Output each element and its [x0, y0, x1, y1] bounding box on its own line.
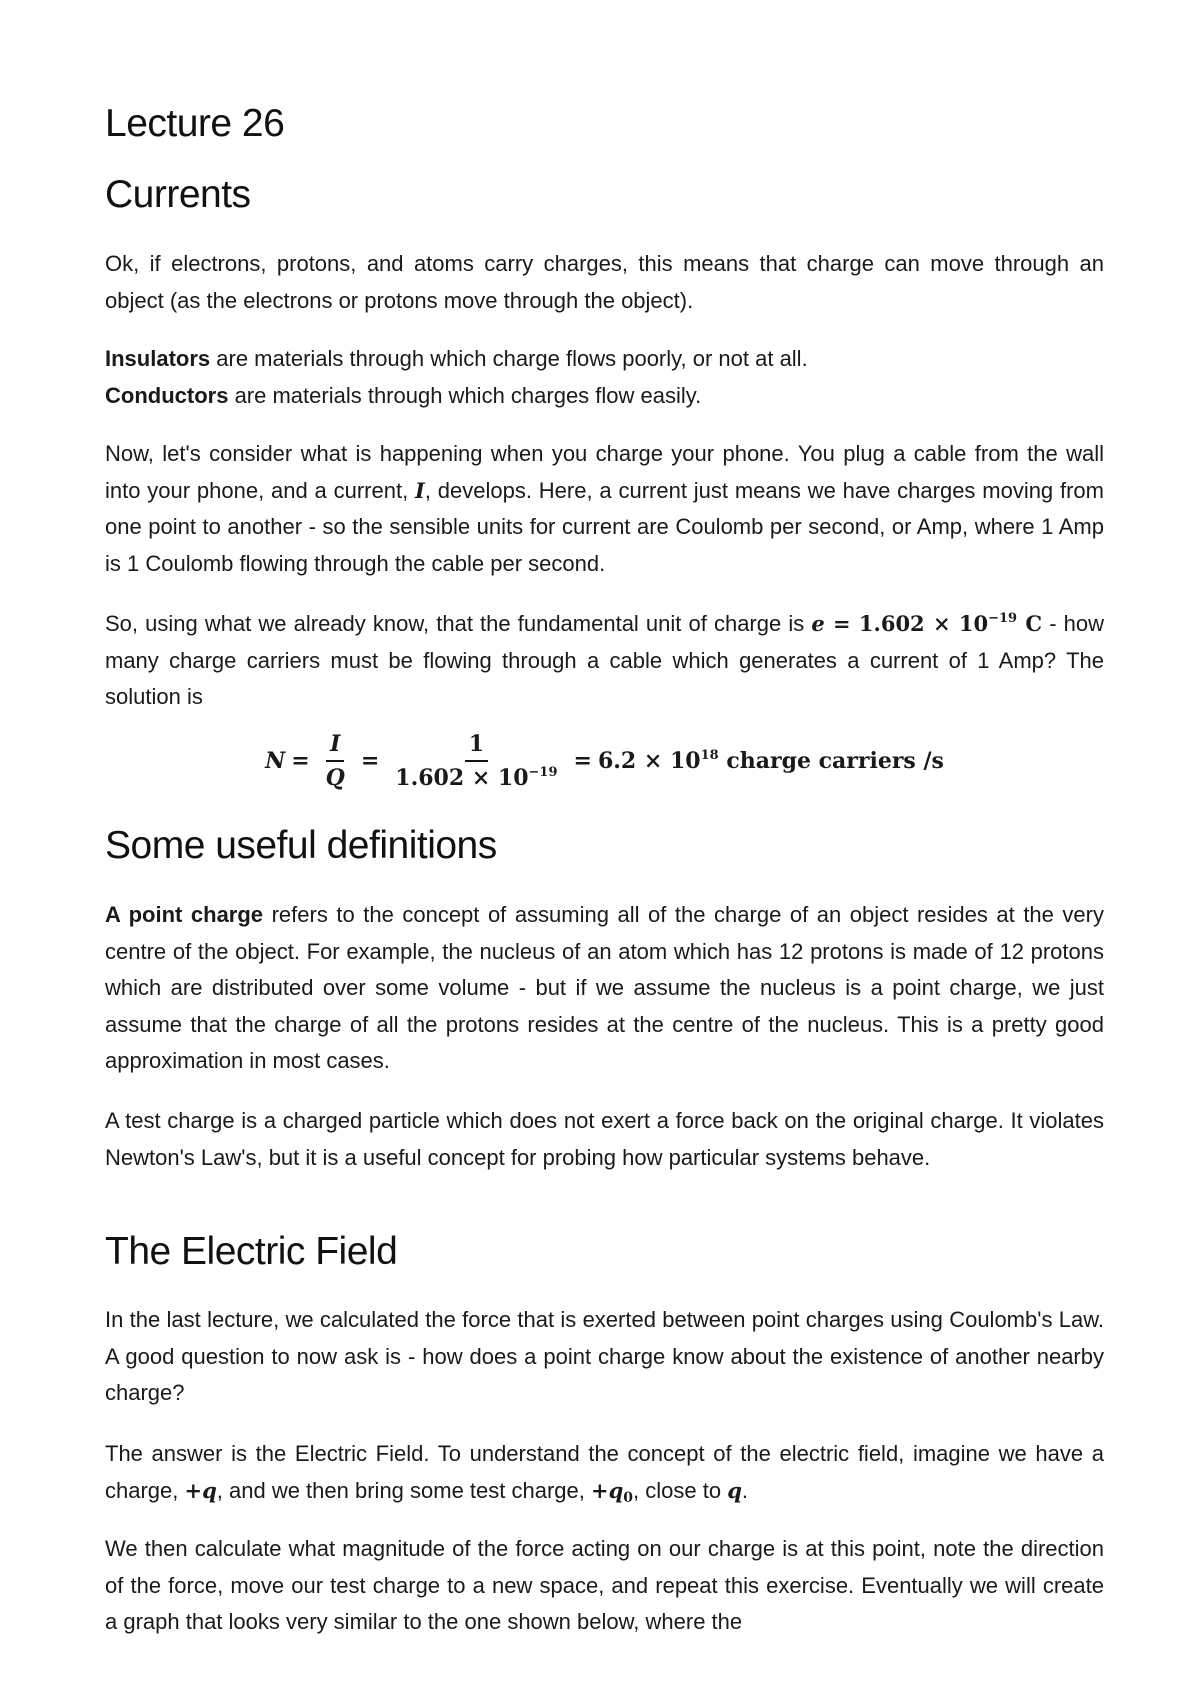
- math-e-exponent: −19: [988, 611, 1018, 626]
- paragraph-charge-carriers: [105, 606, 1104, 716]
- term-point-charge: A point charge: [105, 902, 264, 927]
- eq-frac1-denominator: Q: [325, 765, 345, 791]
- eq-result: [598, 748, 944, 774]
- paragraph-materials: [105, 341, 1104, 414]
- text-segment: So, using what we already know, that the fundamental unit of charge is: [105, 611, 812, 636]
- paragraph-field-intro: In the last lecture, we calculated the force that is exerted between point charges using Coulomb's Law. A good question to now ask is - how does a point charge know about the existence of another nearby charge?: [105, 1307, 1104, 1405]
- charge-carrier-equation: [105, 728, 1104, 794]
- text-segment: , and we then bring some test charge,: [216, 1477, 591, 1503]
- eq-equals: =: [573, 748, 592, 774]
- paragraph-phone-charging: [105, 436, 1104, 582]
- eq-fraction-i-over-q: [322, 730, 349, 792]
- paragraph-test-charge: A test charge is a charged particle which does not exert a force back on the original charge. It violates Newton's Law's, but it is a useful concept for probing how particular systems behave.: [105, 1108, 1104, 1170]
- eq-frac2-den-base: 1.602 × 10: [395, 765, 529, 791]
- math-q: q: [727, 1477, 742, 1503]
- paragraph-field-graph: We then calculate what magnitude of the force acting on our charge is at this point, note the direction of the force, move our test charge to a new space, and repeat this exercise. Eventually we will create a graph that looks very similar to the one shown below, where the: [105, 1536, 1104, 1634]
- text-segment: , close to: [633, 1477, 728, 1503]
- eq-frac2-denominator: [391, 762, 561, 792]
- eq-equals: =: [291, 748, 310, 774]
- math-e-unit: C: [1017, 611, 1043, 636]
- conductors-definition: are materials through which charges flow easily.: [228, 382, 702, 408]
- insulators-definition: are materials through which charge flows poorly, or not at all.: [210, 346, 808, 371]
- eq-frac2-den-exponent: −19: [528, 765, 558, 780]
- text-segment: Now, let's consider what is happening when you charge your phone. You plug a cable from the wall into your phone, and a current,: [105, 441, 1104, 503]
- eq-frac1-numerator: I: [326, 730, 344, 762]
- heading-definitions: Some useful definitions: [105, 824, 497, 867]
- heading-electric-field: The Electric Field: [105, 1230, 398, 1273]
- math-e-symbol: e: [811, 611, 825, 636]
- eq-equals: =: [360, 748, 380, 774]
- term-insulators: Insulators: [105, 346, 211, 371]
- text-segment: .: [741, 1477, 748, 1503]
- eq-lhs: N: [265, 748, 286, 774]
- text-segment: , develops. Here, a current just means we have charges moving from one point to another - so the sensible units for current are Coulomb per second, or Amp, where 1 Amp is 1 Coulomb flowing through the cable per second.: [105, 477, 1104, 576]
- heading-currents: Currents: [105, 173, 251, 216]
- eq-result-unit: charge carriers /s: [718, 748, 944, 774]
- text-segment: The answer is the Electric Field. To understand the concept of the electric field, imagine we have a charge,: [105, 1441, 1104, 1503]
- term-conductors: Conductors: [105, 382, 229, 408]
- text-segment: - how many charge carriers must be flowing through a cable which generates a current of 1 Amp? The solution is: [105, 611, 1105, 709]
- paragraph-point-charge: [105, 897, 1104, 1080]
- paragraph-currents-intro: Ok, if electrons, protons, and atoms carry charges, this means that charge can move through an object (as the electrons or protons move through the object).: [105, 251, 1104, 313]
- eq-result-exponent: 18: [700, 748, 719, 763]
- paragraph-field-answer: [105, 1436, 1104, 1509]
- math-plus-q: +q: [184, 1477, 217, 1503]
- lecture-title: Lecture 26: [105, 102, 285, 145]
- current-symbol: I: [415, 477, 425, 503]
- eq-frac2-numerator: 1: [465, 730, 488, 762]
- math-plus-q0: +q: [591, 1477, 624, 1503]
- eq-fraction-numeric: [391, 730, 561, 792]
- math-q0-subscript: 0: [623, 1489, 634, 1506]
- eq-result-base: 6.2 × 10: [597, 748, 701, 774]
- math-e-value: = 1.602 × 10: [824, 611, 989, 636]
- text-segment: refers to the concept of assuming all of the charge of an object resides at the very centre of the object. For example, the nucleus of an atom which has 12 protons is made of 12 protons which are distributed over some volume - but if we assume the nucleus is a point charge, we just assume that the charge of all the protons resides at the centre of the nucleus. This is a pretty good approximation in most cases.: [105, 902, 1104, 1073]
